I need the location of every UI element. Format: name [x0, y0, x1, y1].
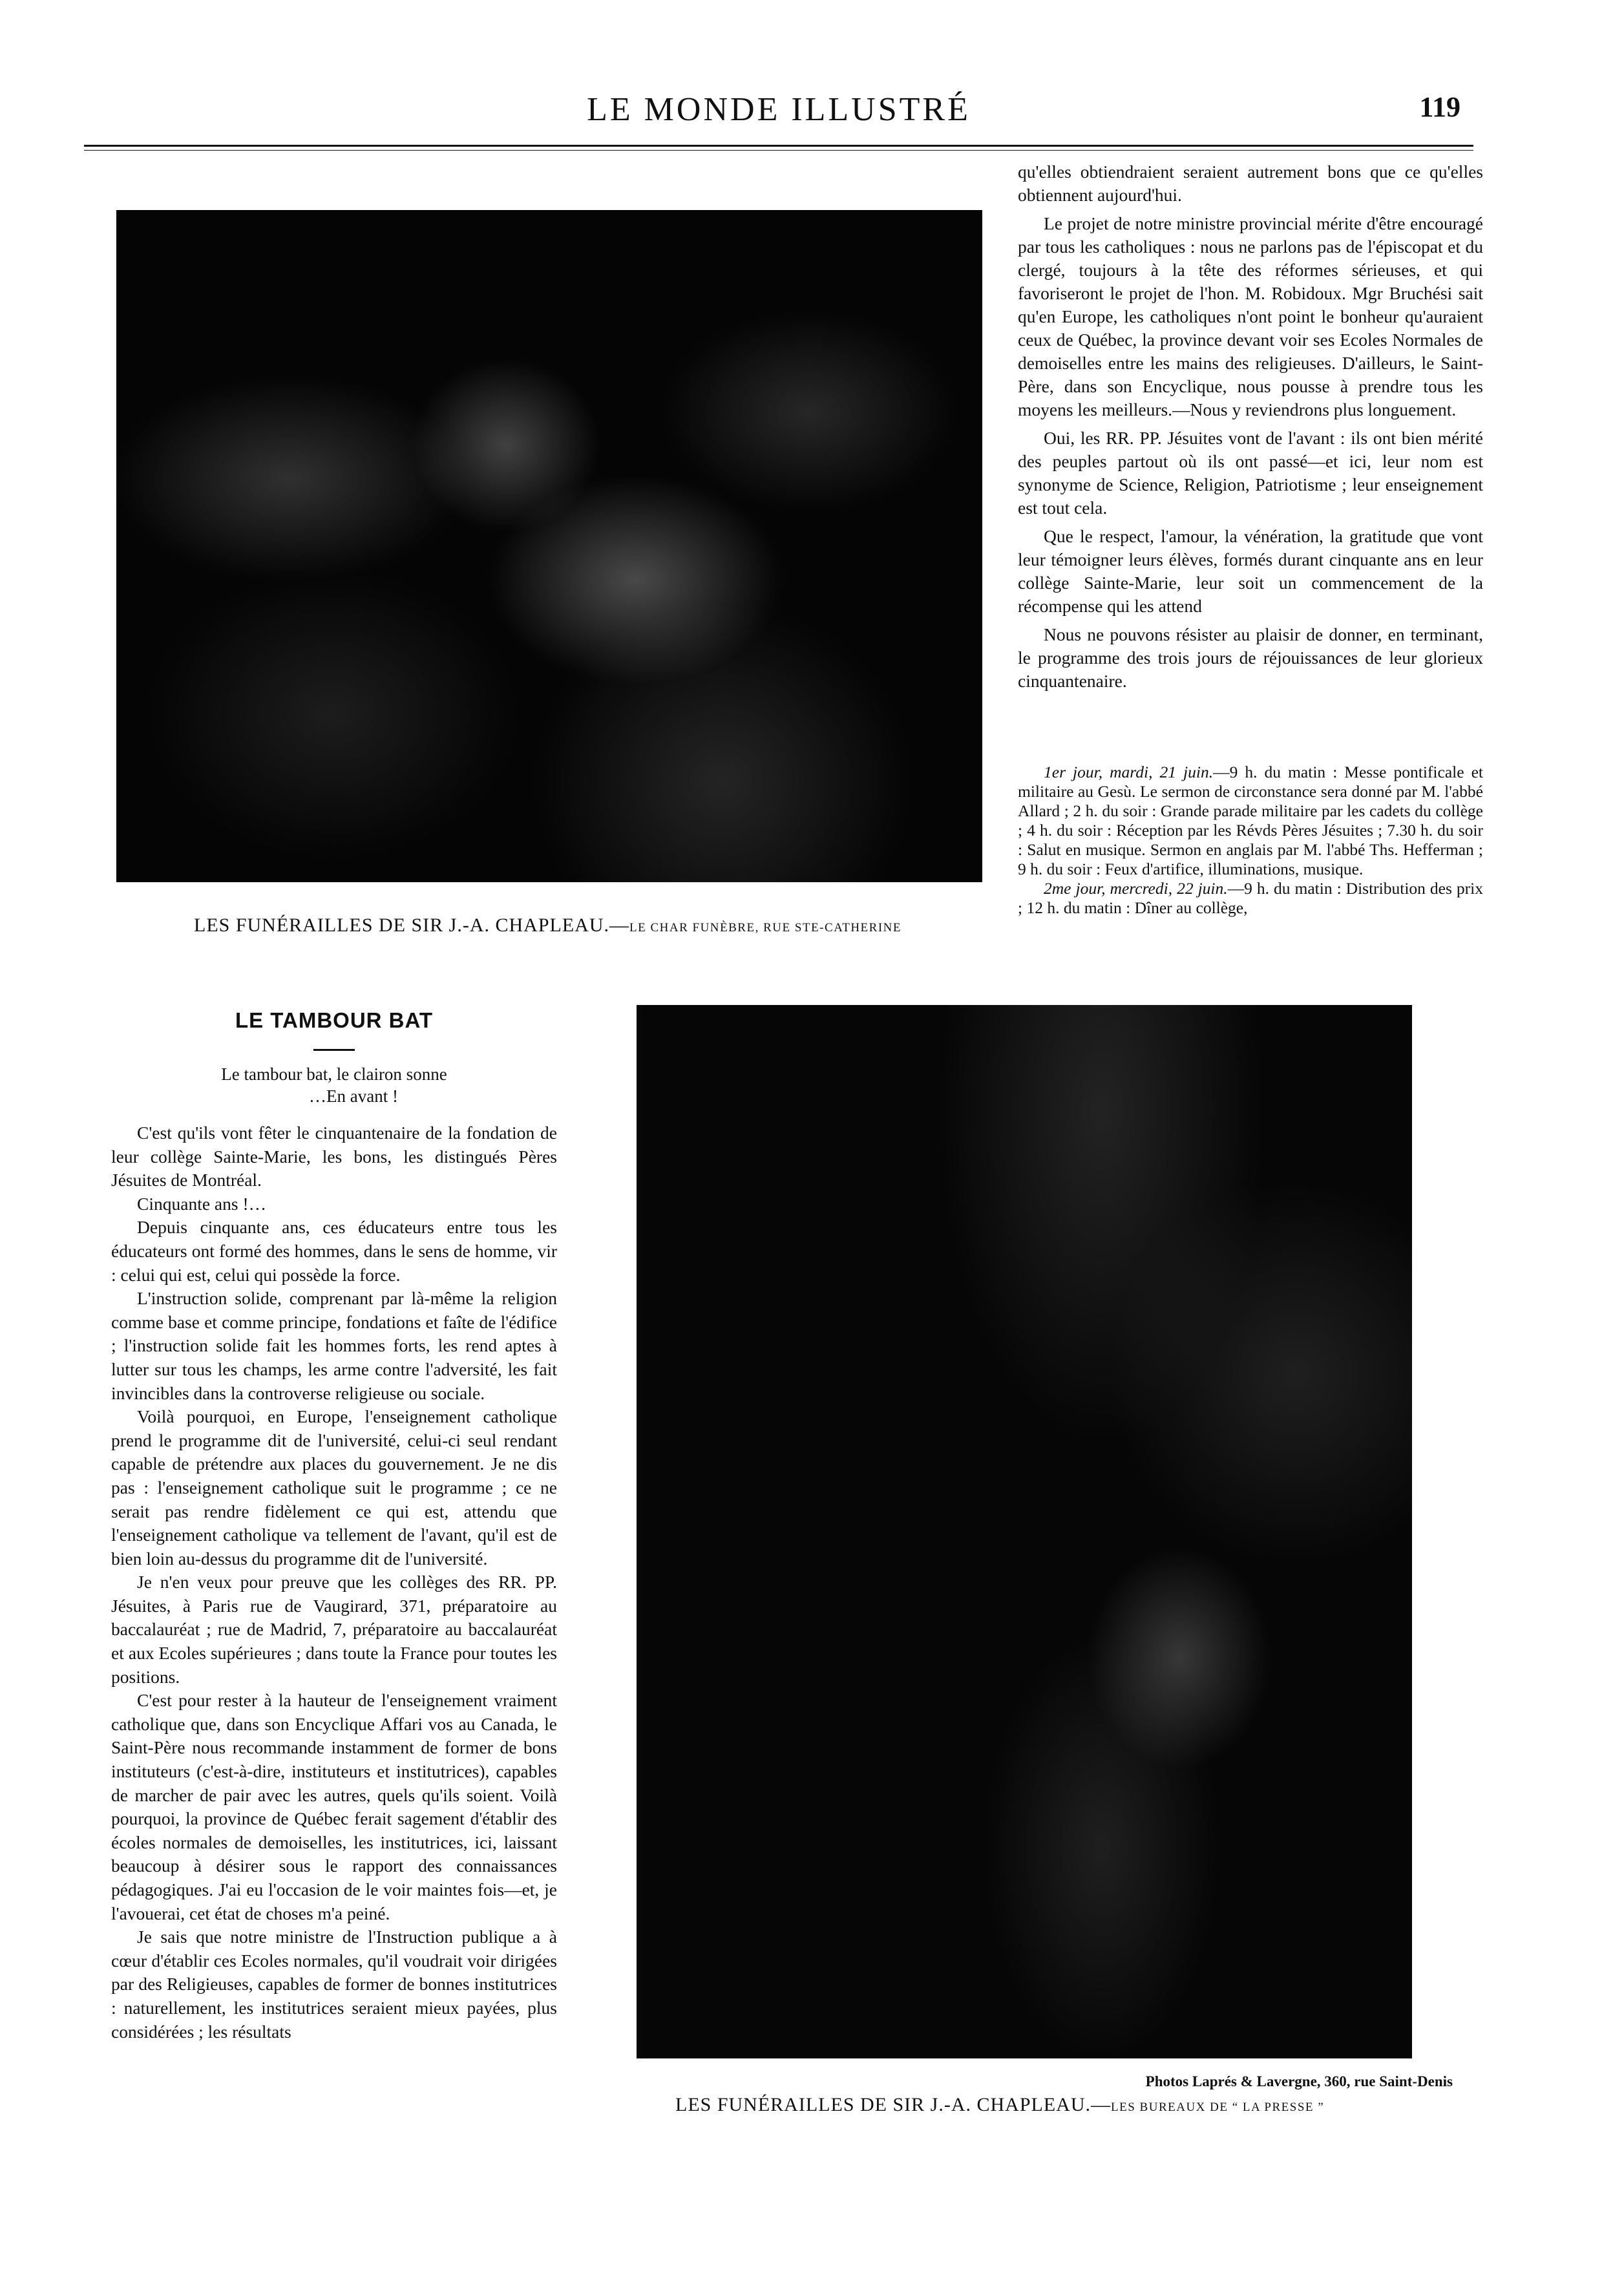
right-paragraph: qu'elles obtiendraient seraient autrement bons que ce qu'elles obtiennent aujourd'hui. — [1018, 162, 1483, 205]
photo1-caption — [194, 915, 902, 936]
schedule-day-1-date: 1er jour, mardi, 21 juin. — [1044, 763, 1214, 781]
article-paragraph: Cinquante ans !… — [137, 1193, 267, 1214]
verse-line: …En avant ! — [309, 1086, 398, 1106]
program-schedule — [1018, 763, 1483, 918]
header-rule-thin — [84, 150, 1473, 151]
article-paragraph: C'est qu'ils vont fêter le cinquantenaire de la fondation de leur collège Sainte-Marie, les bons, les distingués Pères Jésuites de Montréal. — [111, 1123, 557, 1190]
right-paragraph: Que le respect, l'amour, la vénération, la gratitude que vont leur témoigner leurs élèves, formés durant cinquante ans en leur collège Sainte-Marie, leur soit un commencement de la récompense qui les attend — [1018, 526, 1483, 616]
article-paragraph: Voilà pourquoi, en Europe, l'enseignement catholique prend le programme dit de l'université, celui-ci seul rendant capable de prétendre aux places du gouvernement. Je ne dis pas : l'enseignement catholique suit le programme ; ce ne serait pas rendre fidèlement ce qui est, attendu que l'enseignement catholique va tellement de l'avant, qu'il est de bien loin au-dessus du programme dit de l'université. — [111, 1406, 557, 1569]
article-verse — [111, 1063, 557, 1107]
article-title-rule — [313, 1049, 355, 1051]
page-number: 119 — [1419, 91, 1461, 123]
schedule-day-2-text: —9 h. du matin : Distribution des prix ; 12 h. du matin : Dîner au collège, — [1018, 879, 1483, 917]
photo2-caption — [675, 2094, 1324, 2116]
photo1-caption-sub: LE CHAR FUNÈBRE, RUE STE-CATHERINE — [629, 921, 902, 935]
photo2-caption-main: LES FUNÉRAILLES DE SIR J.-A. CHAPLEAU.— — [675, 2094, 1112, 2115]
la-presse-offices-photo — [637, 1005, 1412, 2058]
photo1-caption-main: LES FUNÉRAILLES DE SIR J.-A. CHAPLEAU.— — [194, 915, 630, 936]
verse-line: Le tambour bat, le clairon sonne — [221, 1064, 447, 1084]
right-paragraph: Oui, les RR. PP. Jésuites vont de l'avant : ils ont bien mérité des peuples partout où ils ont passé—et ici, leur nom est synonyme de Science, Religion, Patriotisme ; leur enseignement est tout cela. — [1018, 428, 1483, 518]
schedule-day-1 — [1018, 763, 1483, 879]
article-paragraph: C'est pour rester à la hauteur de l'enseignement vraiment catholique que, dans son Encyclique Affari vos au Canada, le Saint-Père nous recommande instamment de former de bons instituteurs (c'est-à-dire, instituteurs et institutrices), capables de marcher de pair avec les autres, quels qu'ils soient. Voilà pourquoi, la province de Québec ferait sagement d'établir des écoles normales de demoiselles, les institutrices, ici, laissant beaucoup à désirer sous le rapport des connaissances pédagogiques. J'ai eu l'occasion de le voir maintes fois—et, je l'avouerai, cet état de choses m'a peiné. — [111, 1690, 557, 1923]
right-paragraph: Nous ne pouvons résister au plaisir de donner, en terminant, le programme des trois jours de réjouissances de leur glorieux cinquantenaire. — [1018, 624, 1483, 691]
right-column — [1018, 160, 1483, 693]
masthead — [84, 90, 1473, 142]
article-paragraph: Je sais que notre ministre de l'Instruction publique a à cœur d'établir ces Ecoles normales, qu'il voudrait voir dirigées par des Religieuses, capables de former de bonnes institutrices : naturellement, les institutrices seraient mieux payées, plus considérées ; les résultats — [111, 1927, 557, 2042]
funeral-hearse-photo — [116, 210, 982, 882]
photo2-caption-sub: LES BUREAUX DE “ LA PRESSE ” — [1111, 2100, 1325, 2114]
article-title: LE TAMBOUR BAT — [235, 1008, 434, 1032]
masthead-title: LE MONDE ILLUSTRÉ — [587, 91, 971, 128]
header-rule-thick — [84, 145, 1473, 147]
photo-credit: Photos Laprés & Lavergne, 360, rue Saint-Denis — [1145, 2073, 1453, 2089]
article-paragraph: L'instruction solide, comprenant par là-même la religion comme base et comme principe, fondations et faîte de l'édifice ; l'instruction solide fait les hommes forts, les rend aptes à lutter sur tous les champs, les arme contre l'adversité, les fait invincibles dans la controverse religieuse ou sociale. — [111, 1288, 557, 1403]
left-column — [111, 1121, 557, 2044]
schedule-day-1-text: —9 h. du matin : Messe pontificale et militaire au Gesù. Le sermon de circonstance sera donné par M. l'abbé Allard ; 2 h. du soir : Grande parade militaire par les cadets du collège ; 4 h. du soir : Réception par les Révds Pères Jésuites ; 7.30 h. du soir : Salut en musique. Sermon en anglais par M. l'abbé Ths. Hefferman ; 9 h. du soir : Feux d'artifice, illuminations, musique. — [1018, 763, 1483, 878]
article-paragraph: Depuis cinquante ans, ces éducateurs entre tous les éducateurs ont formé des hommes, dans le sens de homme, vir : celui qui est, celui qui possède la force. — [111, 1217, 557, 1285]
schedule-day-2 — [1018, 879, 1483, 918]
schedule-day-2-date: 2me jour, mercredi, 22 juin. — [1044, 879, 1228, 898]
article-paragraph: Je n'en veux pour preuve que les collèges des RR. PP. Jésuites, à Paris rue de Vaugirard, 371, préparatoire au baccalauréat ; rue de Madrid, 7, préparatoire au baccalauréat et aux Ecoles supérieures ; dans toute la France pour toutes les positions. — [111, 1572, 557, 1687]
right-paragraph: Le projet de notre ministre provincial mérite d'être encouragé par tous les catholiques : nous ne parlons pas de l'épiscopat et du clergé, toujours à la tête des réformes sérieuses, et qui favoriseront le projet de l'hon. M. Robidoux. Mgr Bruchési sait qu'en Europe, les catholiques n'ont point le bonheur qu'auraient ceux de Québec, la province devant voir ses Ecoles Normales de demoiselles entre les mains des religieuses. D'ailleurs, le Saint-Père, dans son Encyclique, nous pousse à prendre tous les moyens les meilleurs.—Nous y reviendrons plus longuement. — [1018, 213, 1483, 419]
